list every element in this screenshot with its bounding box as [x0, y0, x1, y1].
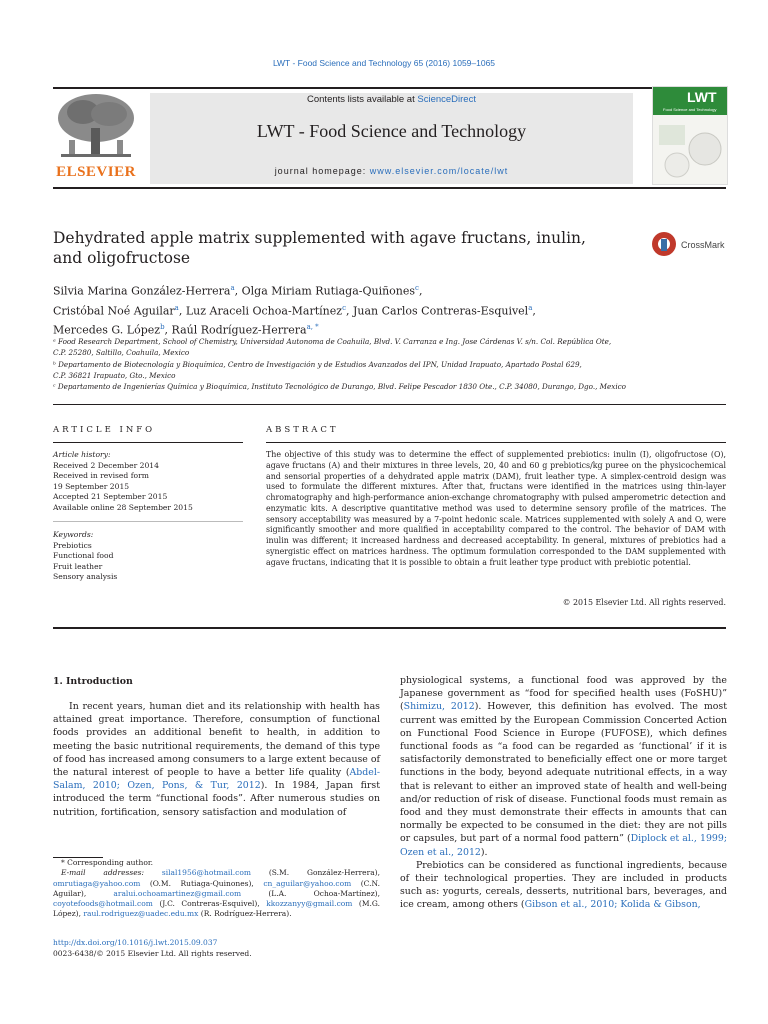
keyword: Functional food — [53, 551, 114, 560]
intro-column-left — [53, 700, 380, 819]
article-doi-block: http://dx.doi.org/10.1016/j.lwt.2015.09.037 0023-6438/© 2015 Elsevier Ltd. All rights reserved. — [53, 938, 252, 958]
citation-link[interactable]: Abdel-Salam, 2010; Ozen, Pons, & Tur, 2012 — [53, 767, 380, 792]
crossmark-badge[interactable] — [651, 230, 726, 258]
keywords-rule — [53, 521, 243, 522]
header-rule-bottom — [53, 187, 726, 189]
email-link[interactable]: aralui.ochoamartinez@gmail.com — [113, 888, 242, 898]
front-matter-rule — [53, 627, 726, 629]
citation-link[interactable]: Gibson et al., 2010; Kolida & Gibson, — [524, 899, 701, 911]
citation-link[interactable]: Shimizu, 2012 — [403, 701, 475, 713]
email-link[interactable]: omrutiaga@yahoo.com — [53, 878, 141, 888]
section-heading-introduction: 1. Introduction — [53, 676, 133, 687]
email-link[interactable]: kkozzanyy@gmail.com — [266, 899, 353, 909]
intro-paragraph-3: Prebiotics can be considered as functional ingredients, because of their technological properties. They are included in products such as: yogurts, cereals, desserts, nutritional bars, beverages, and ice cream, among others (Gibson et al., 2010; Kolida & Gibson, — [400, 859, 727, 911]
article-info-rule — [53, 442, 243, 443]
affiliation-a: ᵃ Food Research Department, School of Chemistry, Universidad Autonoma de Coahuila, Blvd. V. Carranza e Ing. Jose Cárdenas V. s/n. Col. República Ote, C.P. 25280, Saltillo, Coahuila, Mexico — [53, 337, 612, 357]
cover-subtitle: Food Science and Technology — [663, 107, 717, 112]
intro-column-right — [400, 674, 727, 912]
intro-paragraph-2: physiological systems, a functional food was approved by the Japanese government as “food for specified health uses (FoSHU)” (Shimizu, 2012). However, this definition has evolved. The most current was emitted by the European Commission Concerted Action on Functional Food Science in Europe (FUFOSE), which defines functional foods as “a food can be regarded as ‘functional’ if it is satisfactorily demonstrated to beneficially effect one or more target functions in the body, beyond adequate nutritional effects, in a way that is relevant to either an improved state of health and well-being and/or reduction of risk of disease. Functional foods must remain as food and they must demonstrate their effects in amounts that can normally be expected to be consumed in the diet: they are not pills or capsules, but part of a normal food pattern” (Diplock et al., 1999; Ozen et al., 2012). — [400, 675, 727, 858]
keyword: Sensory analysis — [53, 572, 118, 581]
contents-line: Contents lists available at ScienceDirect — [307, 94, 476, 105]
article-title: Dehydrated apple matrix supplemented with agave fructans, inulin, and oligofructose — [53, 229, 586, 267]
email-link[interactable]: cn_aguilar@yahoo.com — [263, 878, 352, 888]
email-link[interactable]: raul.rodriguez@uadec.edu.mx — [83, 909, 199, 919]
sciencedirect-link[interactable]: ScienceDirect — [417, 94, 476, 105]
intro-paragraph-1: In recent years, human diet and its relationship with health has attained great importance. Therefore, consumption of functional foods provides an additional benefit to health, in addition to meeting the basic nutritional requirements, the demand of this type of food has increased among consumers to a large extent because of the natural interest of people to have a better life quality (Abdel-Salam, 2010; Ozen, Pons, & Tur, 2012). In 1984, Japan first introduced the term “functional foods”. After numerous studies on nutrition, fortification, sensory satisfaction and modulation of — [53, 701, 380, 818]
journal-citation[interactable]: LWT - Food Science and Technology 65 (2016) 1059–1065 — [272, 58, 496, 68]
crossmark-label: CrossMark — [681, 240, 725, 250]
abstract-heading: ABSTRACT — [266, 425, 339, 435]
author-name[interactable]: Juan Carlos Contreras-Esquivel — [353, 304, 529, 318]
cover-illustration — [657, 121, 723, 181]
affiliation-c: ᶜ Departamento de Ingenierías Química y Bioquímica, Instituto Tecnológico de Durango, Blvd. Felipe Pescador 1830 Ote., C.P. 34080, Durango, Dgo., Mexico — [53, 382, 627, 391]
journal-cover-image — [652, 86, 728, 185]
author-name[interactable]: Luz Araceli Ochoa-Martínez — [185, 304, 343, 318]
abstract-text: The objective of this study was to determine the effect of supplemented prebiotics: inulin (I), oligofructose (O), agave fructans (A) and their mixtures in three levels, 20, 40 and 60 g prebiotics/kg puree on the physicochemical and sensorial properties of a dehydrated apple matrix (DAM), fruit leather type. A simplex-centroid design was used to formulate the different mixtures. After that, fructans were identified in the matrices using thin-layer chromatography and high-performance anion-exchange chromatography with pulsed amperometric detection and enzymatic kits. A descriptive quantitative method was used to determine sensory profile of the matrices. The sensory acceptability was measured by a 7-point hedonic scale. Matrices supplemented with solely A and O, were significantly smoother and more qualified in acceptability compared to the control. The behavior of DAM with inulin was different; it increased hardness and decreased acceptability. In general, mixtures of prebiotics had a synergistic effect on matrices hardness. The optimum formulation corresponded to the DAM supplemented with agave fructans, indicating that it is possible to obtain a fruit leather type product with prebiotic potential. — [266, 450, 726, 567]
abstract-copyright: © 2015 Elsevier Ltd. All rights reserved. — [562, 598, 726, 607]
author-list: Silvia Marina González-Herrera$^a$, Olga Miriam Rutiaga-Quiñones$^c$, Cristóbal Noé Aguilar$^a$, Luz Araceli Ochoa-Martínez$^c$, Juan Carlos Contreras-Esquivel$^a$, Mercedes G. López$^b$, Raúl Rodríguez-Herrera$^{a, *}$ — [53, 284, 536, 337]
keyword: Prebiotics — [53, 540, 92, 550]
journal-homepage: journal homepage: www.elsevier.com/locate/lwt — [274, 166, 509, 176]
author-name[interactable]: Mercedes G. López — [53, 323, 161, 337]
email-link[interactable]: silal1956@hotmail.com — [161, 868, 251, 878]
header-rule-top — [53, 87, 726, 89]
article-history: Article history: Received 2 December 2014 Received in revised form 19 September 2015 Accepted 21 September 2015 Available online 28 September 2015 — [53, 450, 193, 512]
doi-link[interactable]: http://dx.doi.org/10.1016/j.lwt.2015.09.037 — [53, 938, 218, 947]
affiliation-b: ᵇ Departamento de Biotecnología y Bioquímica, Centro de Investigación y de Estudios Avanzados del IPN, Unidad Irapuato, Apartado Postal 629, C.P. 36821 Irapuato, Gto., Mexico — [53, 360, 582, 380]
citation-link[interactable]: Diplock et al., 1999; Ozen et al., 2012 — [400, 833, 727, 858]
article-info-heading: ARTICLE INFO — [53, 425, 156, 435]
author-name[interactable]: Silvia Marina González-Herrera — [53, 284, 231, 298]
email-link[interactable]: coyotefoods@hotmail.com — [53, 899, 153, 909]
affiliation-rule — [53, 404, 726, 405]
homepage-link[interactable]: www.elsevier.com/locate/lwt — [369, 166, 509, 176]
journal-title: LWT - Food Science and Technology — [256, 121, 527, 141]
author-name[interactable]: Raúl Rodríguez-Herrera — [171, 323, 307, 337]
abstract-rule — [266, 442, 726, 443]
elsevier-wordmark: ELSEVIER — [56, 164, 136, 180]
keywords: Keywords: Prebiotics Functional food Fruit leather Sensory analysis — [53, 530, 243, 583]
cover-title: LWT — [687, 89, 717, 105]
keyword: Fruit leather — [53, 561, 103, 571]
corresponding-author-footnote: * Corresponding author. E-mail addresses: silal1956@hotmail.com (S.M. González-Herrera), omrutiaga@yahoo.com (O.M. Rutiaga-Quinones), cn_aguilar@yahoo.com (C.N. Aguilar), aralui.ochoamartinez@gmail.com (L.A. Ochoa-Martínez), coyotefoods@hotmail.com (J.C. Contreras-Esquivel), kkozzanyy@gmail.com (M.G. López), raul.rodriguez@uadec.edu.mx (R. Rodríguez-Herrera). — [53, 858, 380, 919]
author-name[interactable]: Olga Miriam Rutiaga-Quiñones — [241, 284, 416, 298]
author-name[interactable]: Cristóbal Noé Aguilar — [53, 304, 175, 318]
